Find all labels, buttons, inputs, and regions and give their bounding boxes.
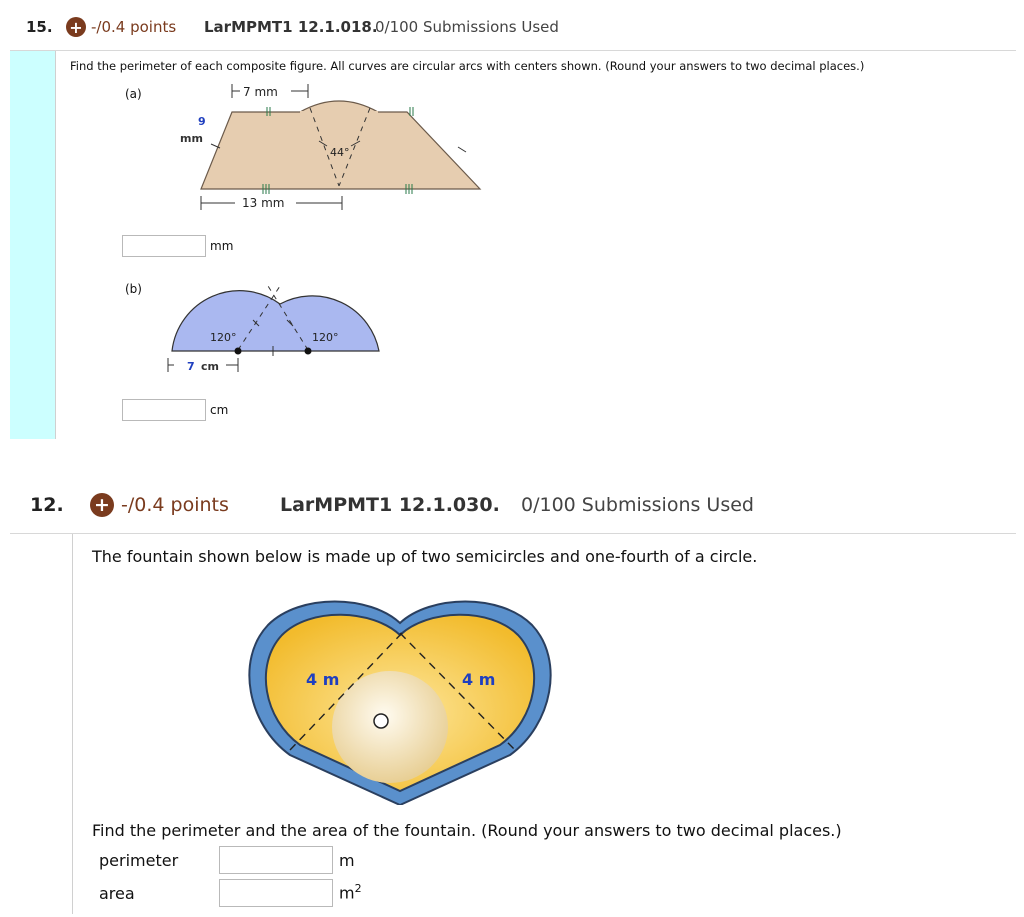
area-unit-exponent: 2 [354,882,362,895]
area-label: area [99,884,135,903]
expand-plus-icon[interactable]: + [66,17,86,37]
part-a-answer-input[interactable] [122,235,206,257]
question-prompt: The fountain shown below is made up of two semicircles and one-fourth of a circle. [92,547,758,566]
perimeter-unit: m [339,851,355,870]
center-dot-right [305,348,312,355]
double-arc-shape [172,291,379,351]
submissions-used: 0/100 Submissions Used [521,494,754,516]
points-label: -/0.4 points [91,18,177,36]
fountain-right-dim: 4 m [462,670,496,689]
question-number: 12. [30,494,64,516]
dimension-unit: cm [201,360,219,373]
part-b-unit: cm [210,403,229,417]
area-input[interactable] [219,879,333,907]
center-point [374,714,388,728]
divider [10,50,1016,51]
top-dimension-label: 7 mm [243,85,278,99]
area-unit [339,882,362,902]
part-b-answer-input[interactable] [122,399,206,421]
side-dimension-unit: mm [180,132,203,145]
submissions-used: 0/100 Submissions Used [375,18,559,36]
part-b-label: (b) [125,282,142,296]
points-label: -/0.4 points [121,494,229,516]
angle-left-label: 120° [210,331,237,344]
angle-label: 44° [330,146,350,159]
question-prompt: Find the perimeter of each composite figure. All curves are circular arcs with centers shown. (Round your answers to two decimal places.) [70,59,865,73]
area-unit-base: m [339,883,355,903]
top-arc [300,101,378,112]
angle-right-label: 120° [312,331,339,344]
q15-header [0,0,1024,50]
problem-code: LarMPMT1 12.1.030. [280,494,500,516]
side-dimension-value: 9 [198,115,206,128]
divider [10,533,1016,534]
part-a-label: (a) [125,87,142,101]
dimension-value: 7 [187,360,195,373]
divider [72,534,73,914]
center-dot-left [235,348,242,355]
fountain-left-label [306,670,339,689]
find-instruction: Find the perimeter and the area of the fountain. (Round your answers to two decimal places.) [92,821,842,840]
perimeter-input[interactable] [219,846,333,874]
question-side-bar [10,51,55,439]
expand-plus-icon[interactable]: + [90,493,114,517]
problem-code: LarMPMT1 12.1.018. [204,18,378,36]
fountain-figure [240,585,560,805]
divider [55,51,56,439]
fountain-right-label [462,670,495,689]
question-number: 15. [26,18,53,36]
bottom-dimension-label: 13 mm [242,196,285,210]
part-a-unit: mm [210,239,234,253]
fountain-left-dim: 4 m [306,670,340,689]
perimeter-label: perimeter [99,851,179,870]
